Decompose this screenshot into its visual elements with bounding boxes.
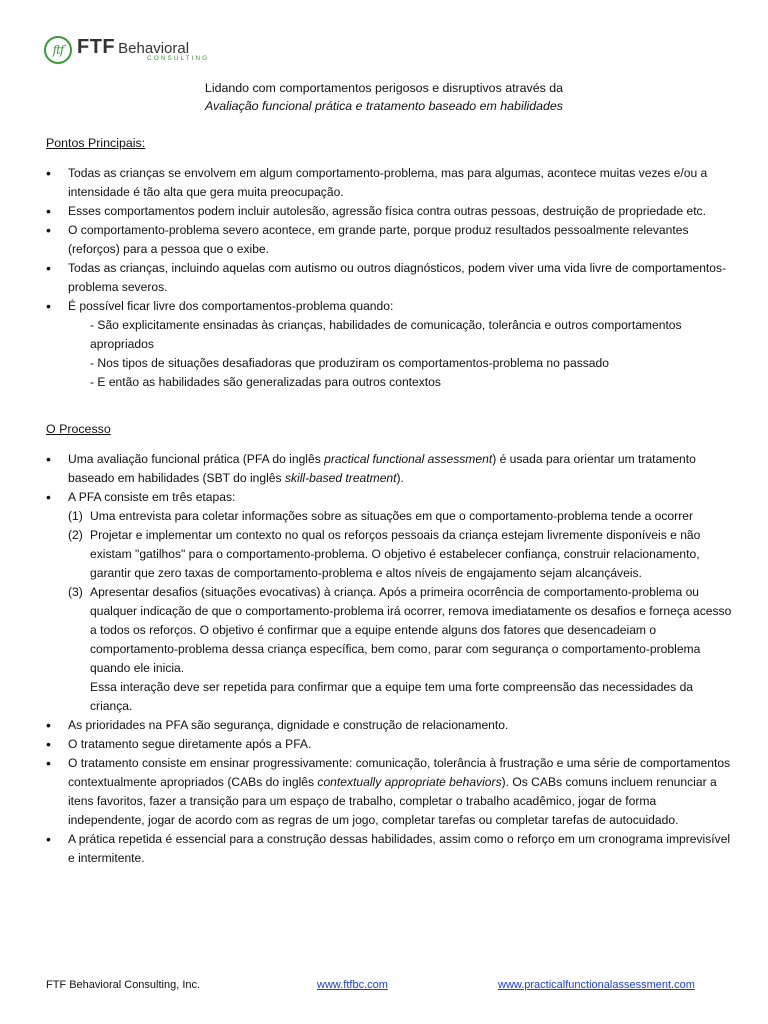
title-line-2: Avaliação funcional prática e tratamento baseado em habilidades [205,99,563,113]
process-list [46,450,732,868]
list-item: • A PFA consiste em três etapas: (1) Uma entrevista para coletar informações sobre as situações em que o comportamento-problema tende a ocorrer (2) Projetar e implementar um contexto no qual os reforços pessoais da criança estejam livremente disponíveis e não existam "gatilhos" para o comportamento-problema. O objetivo é estabelecer confiança, construir relacionamento, garantir que zero taxas de comportamento-problema e altos níveis de engajamento sejam alcançáveis. (3) Apresentar desafios (situações evocativas) à criança. Após a primeira ocorrência de comportamento-problema ou qualquer indicação de que o comportamento-problema irá ocorrer, remova imediatamente os desafios e forneça acesso a todos os reforços. O objetivo é confirmar que a equipe entende alguns dos fatores que desencadeiam o comportamento-problema dessa criança específica, bem como, parar com segurança o comportamento-problema quando ele inicia. Essa interação deve ser repetida para confirmar que a equipe tem uma forte compreensão das necessidades da criança. [46,488,732,716]
list-item: • Esses comportamentos podem incluir autolesão, agressão física contra outras pessoas, destruição de propriedade etc. [46,202,732,221]
company-logo [44,34,209,66]
list-item: • O tratamento segue diretamente após a PFA. [46,735,732,754]
footer-link-pfa[interactable]: www.practicalfunctionalassessment.com [498,979,695,991]
footer-company: FTF Behavioral Consulting, Inc. [46,979,201,991]
list-item: • A prática repetida é essencial para a construção dessas habilidades, assim como o reforço em um cronograma imprevisível e intermitente. [46,830,732,868]
list-item: • É possível ficar livre dos comportamentos-problema quando: - São explicitamente ensinadas às crianças, habilidades de comunicação, tolerância e outros comportamentos apropriados - Nos tipos de situações desafiadoras que produziram os comportamentos-problema no passado - E então as habilidades são generalizadas para outros contextos [46,297,732,392]
process-step: (1) Uma entrevista para coletar informações sobre as situações em que o comportamento-problema tende a ocorrer [68,509,693,523]
list-item: • Todas as crianças, incluindo aquelas com autismo ou outros diagnósticos, podem viver uma vida livre de comportamentos-problema severos. [46,259,732,297]
logo-subtitle: CONSULTING [147,55,210,63]
ftf-logo-icon: ftf [44,36,72,64]
list-item: • Todas as crianças se envolvem em algum comportamento-problema, mas para algumas, acontece muitas vezes e/ou a intensidade é tão alta que gera muita preocupação. [46,164,732,202]
section-heading-process: O Processo [46,422,111,436]
list-item: • O tratamento consiste em ensinar progressivamente: comunicação, tolerância à frustração e uma série de comportamentos contextualmente apropriados (CABs do inglês contextually appropriate behaviors). Os CABs comuns incluem renunciar a itens favoritos, fazer a transição para um espaço de trabalho, completar o trabalho acadêmico, jogar de forma independente, jogar de acordo com as regras de um jogo, completar tarefas ou completar tarefas de autocuidado. [46,754,732,830]
sub-point: - Nos tipos de situações desafiadoras que produziram os comportamentos-problema no passado [90,356,609,370]
sub-point: - E então as habilidades são generalizadas para outros contextos [90,375,441,389]
logo-name: FTF [77,36,116,59]
key-points-list [46,164,732,392]
step-note: Essa interação deve ser repetida para confirmar que a equipe tem uma forte compreensão das necessidades da criança. [90,680,694,713]
list-item: • Uma avaliação funcional prática (PFA do inglês practical functional assessment) é usada para orientar um tratamento baseado em habilidades (SBT do inglês skill-based treatment). [46,450,732,488]
process-step: (3) Apresentar desafios (situações evocativas) à criança. Após a primeira ocorrência de comportamento-problema ou qualquer indicação de que o comportamento-problema irá ocorrer, remova imediatamente os desafios e forneça acesso a todos os reforços. O objetivo é confirmar que a equipe entende alguns dos fatores que desencadeiam o comportamento-problema dessa criança específica, bem como, parar com segurança o comportamento-problema quando ele inicia. Essa interação deve ser repetida para confirmar que a equipe tem uma forte compreensão das necessidades da criança. [68,583,732,716]
list-item: • O comportamento-problema severo acontece, em grande parte, porque produz resultados pessoalmente relevantes (reforços) para a pessoa que o exibe. [46,221,732,259]
title-line-1: Lidando com comportamentos perigosos e disruptivos através da [204,81,564,95]
sub-point: - São explicitamente ensinadas às crianças, habilidades de comunicação, tolerância e outros comportamentos apropriados [90,318,682,351]
process-step: (2) Projetar e implementar um contexto no qual os reforços pessoais da criança estejam livremente disponíveis e não existam "gatilhos" para o comportamento-problema. O objetivo é estabelecer confiança, construir relacionamento, garantir que zero taxas de comportamento-problema e altos níveis de engajamento sejam alcançáveis. [68,528,701,580]
footer-link-ftfbc[interactable]: www.ftfbc.com [317,979,388,991]
logo-name-2: Behavioral [118,40,190,58]
list-item: • As prioridades na PFA são segurança, dignidade e construção de relacionamento. [46,716,732,735]
section-heading-key-points: Pontos Principais: [46,136,146,150]
document-title [0,79,768,115]
